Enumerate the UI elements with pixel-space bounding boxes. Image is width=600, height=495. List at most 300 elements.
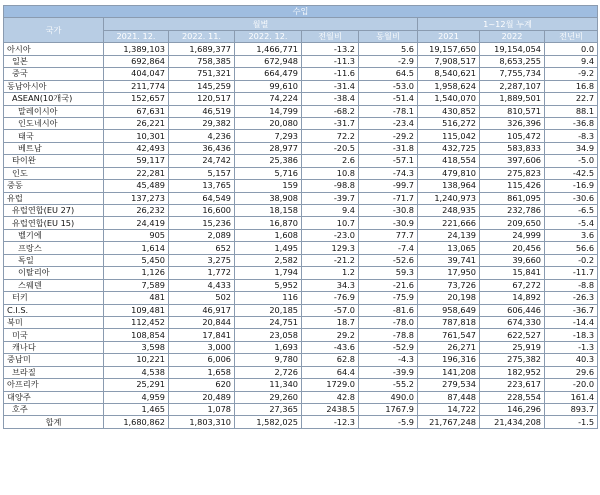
value-cell: 9.4 <box>545 55 598 67</box>
value-cell: 7,908,517 <box>418 55 480 67</box>
value-cell: 223,617 <box>480 379 545 391</box>
country-name-cell: 타이완 <box>4 155 104 167</box>
value-cell: -5.9 <box>359 416 418 428</box>
country-name-cell: 이탈리아 <box>4 267 104 279</box>
table-row <box>4 142 598 154</box>
value-cell: 16.8 <box>545 80 598 92</box>
value-cell: 664,479 <box>235 68 302 80</box>
value-cell: 5,450 <box>104 254 169 266</box>
value-cell: 26,232 <box>104 205 169 217</box>
value-cell: 228,554 <box>480 391 545 403</box>
table-row <box>4 68 598 80</box>
country-name-cell: 아프리카 <box>4 379 104 391</box>
value-cell: -30.6 <box>545 192 598 204</box>
value-cell: 221,666 <box>418 217 480 229</box>
country-name-cell: 대양주 <box>4 391 104 403</box>
value-cell: 116 <box>235 292 302 304</box>
value-cell: 22,281 <box>104 167 169 179</box>
value-cell: 490.0 <box>359 391 418 403</box>
value-cell: 672,948 <box>235 55 302 67</box>
value-cell: 1,772 <box>169 267 235 279</box>
country-name-cell: 터키 <box>4 292 104 304</box>
value-cell: 479,810 <box>418 167 480 179</box>
value-cell: 108,854 <box>104 329 169 341</box>
table-row <box>4 329 598 341</box>
value-cell: 620 <box>169 379 235 391</box>
value-cell: 5.6 <box>359 43 418 55</box>
value-cell: 674,330 <box>480 316 545 328</box>
value-cell: 751,321 <box>169 68 235 80</box>
value-cell: 39,741 <box>418 254 480 266</box>
value-cell: 29,382 <box>169 117 235 129</box>
country-column-header: 국가 <box>4 18 104 43</box>
country-name-cell: ASEAN(10개국) <box>4 93 104 105</box>
value-cell: 893.7 <box>545 404 598 416</box>
value-cell: 0.0 <box>545 43 598 55</box>
value-cell: 25,291 <box>104 379 169 391</box>
value-cell: 275,823 <box>480 167 545 179</box>
value-cell: 39,660 <box>480 254 545 266</box>
country-name-cell: 유럽 <box>4 192 104 204</box>
value-cell: 87,448 <box>418 391 480 403</box>
value-cell: 23,058 <box>235 329 302 341</box>
value-cell: 34.9 <box>545 142 598 154</box>
country-name-cell: C.I.S. <box>4 304 104 316</box>
value-cell: 24,139 <box>418 229 480 241</box>
column-header: 2021 <box>418 30 480 42</box>
table-row <box>4 130 598 142</box>
value-cell: 1,794 <box>235 267 302 279</box>
value-cell: 1,803,310 <box>169 416 235 428</box>
value-cell: 20,489 <box>169 391 235 403</box>
value-cell: 120,517 <box>169 93 235 105</box>
table-row <box>4 93 598 105</box>
value-cell: 46,519 <box>169 105 235 117</box>
table-row <box>4 192 598 204</box>
value-cell: 10.7 <box>302 217 359 229</box>
value-cell: 787,818 <box>418 316 480 328</box>
value-cell: 21,767,248 <box>418 416 480 428</box>
value-cell: 20,080 <box>235 117 302 129</box>
value-cell: -8.3 <box>545 130 598 142</box>
value-cell: 16,870 <box>235 217 302 229</box>
country-name-cell: 베트남 <box>4 142 104 154</box>
value-cell: -36.8 <box>545 117 598 129</box>
value-cell: 5,716 <box>235 167 302 179</box>
table-row <box>4 217 598 229</box>
value-cell: 14,799 <box>235 105 302 117</box>
value-cell: 958,649 <box>418 304 480 316</box>
value-cell: 1,495 <box>235 242 302 254</box>
value-cell: -1.3 <box>545 341 598 353</box>
table-row <box>4 205 598 217</box>
country-name-cell: 중남미 <box>4 354 104 366</box>
country-name-cell: 브라질 <box>4 366 104 378</box>
value-cell: 1,658 <box>169 366 235 378</box>
value-cell: 17,950 <box>418 267 480 279</box>
value-cell: -78.0 <box>359 316 418 328</box>
value-cell: 29.6 <box>545 366 598 378</box>
value-cell: -18.3 <box>545 329 598 341</box>
value-cell: -21.6 <box>359 279 418 291</box>
value-cell: -20.5 <box>302 142 359 154</box>
table-row <box>4 55 598 67</box>
value-cell: -78.1 <box>359 105 418 117</box>
value-cell: 502 <box>169 292 235 304</box>
value-cell: 24,751 <box>235 316 302 328</box>
value-cell: 20,185 <box>235 304 302 316</box>
value-cell: -75.9 <box>359 292 418 304</box>
value-cell: 17,841 <box>169 329 235 341</box>
table-row <box>4 43 598 55</box>
value-cell: 1729.0 <box>302 379 359 391</box>
value-cell: -31.8 <box>359 142 418 154</box>
value-cell: 88.1 <box>545 105 598 117</box>
value-cell: 34.3 <box>302 279 359 291</box>
table-row <box>4 379 598 391</box>
monthly-group-header: 월별 <box>104 18 418 30</box>
value-cell: 432,725 <box>418 142 480 154</box>
value-cell: 161.4 <box>545 391 598 403</box>
value-cell: -2.9 <box>359 55 418 67</box>
value-cell: 146,296 <box>480 404 545 416</box>
value-cell: 2,582 <box>235 254 302 266</box>
value-cell: -0.2 <box>545 254 598 266</box>
country-name-cell: 태국 <box>4 130 104 142</box>
value-cell: -23.0 <box>302 229 359 241</box>
value-cell: 14,892 <box>480 292 545 304</box>
import-statistics-table <box>3 5 598 429</box>
column-header: 동월비 <box>359 30 418 42</box>
cumulative-group-header: 1~12월 누계 <box>418 18 598 30</box>
value-cell: 4,236 <box>169 130 235 142</box>
value-cell: 21,434,208 <box>480 416 545 428</box>
value-cell: 583,833 <box>480 142 545 154</box>
value-cell: 18.7 <box>302 316 359 328</box>
value-cell: 10.8 <box>302 167 359 179</box>
table-title: 수입 <box>4 6 598 18</box>
table-row <box>4 117 598 129</box>
table-row <box>4 366 598 378</box>
value-cell: 26,271 <box>418 341 480 353</box>
country-name-cell: 동남아시아 <box>4 80 104 92</box>
value-cell: 25,919 <box>480 341 545 353</box>
value-cell: -30.8 <box>359 205 418 217</box>
value-cell: -57.1 <box>359 155 418 167</box>
value-cell: 20,844 <box>169 316 235 328</box>
table-row <box>4 292 598 304</box>
value-cell: 4,433 <box>169 279 235 291</box>
value-cell: 38,908 <box>235 192 302 204</box>
value-cell: -57.0 <box>302 304 359 316</box>
column-header: 전년비 <box>545 30 598 42</box>
value-cell: 137,273 <box>104 192 169 204</box>
country-name-cell: 중국 <box>4 68 104 80</box>
value-cell: 9.4 <box>302 205 359 217</box>
country-name-cell: 일본 <box>4 55 104 67</box>
table-row <box>4 254 598 266</box>
column-header: 2022. 12. <box>235 30 302 42</box>
value-cell: 27,365 <box>235 404 302 416</box>
value-cell: -42.5 <box>545 167 598 179</box>
value-cell: 7,755,734 <box>480 68 545 80</box>
value-cell: 59,117 <box>104 155 169 167</box>
country-name-cell: 중동 <box>4 180 104 192</box>
value-cell: 20,198 <box>418 292 480 304</box>
value-cell: -31.7 <box>302 117 359 129</box>
value-cell: 74,224 <box>235 93 302 105</box>
value-cell: 24,419 <box>104 217 169 229</box>
value-cell: 209,650 <box>480 217 545 229</box>
value-cell: 4,538 <box>104 366 169 378</box>
value-cell: -36.7 <box>545 304 598 316</box>
value-cell: 3.6 <box>545 229 598 241</box>
value-cell: 8,653,255 <box>480 55 545 67</box>
value-cell: -53.0 <box>359 80 418 92</box>
value-cell: -5.4 <box>545 217 598 229</box>
value-cell: 16,600 <box>169 205 235 217</box>
value-cell: -11.7 <box>545 267 598 279</box>
value-cell: 761,547 <box>418 329 480 341</box>
value-cell: 10,221 <box>104 354 169 366</box>
value-cell: 15,236 <box>169 217 235 229</box>
value-cell: -71.7 <box>359 192 418 204</box>
table-row <box>4 180 598 192</box>
value-cell: -81.6 <box>359 304 418 316</box>
table-row <box>4 80 598 92</box>
value-cell: 5,157 <box>169 167 235 179</box>
value-cell: 1,689,377 <box>169 43 235 55</box>
country-name-cell: 미국 <box>4 329 104 341</box>
value-cell: 1,958,624 <box>418 80 480 92</box>
table-row <box>4 167 598 179</box>
value-cell: 115,042 <box>418 130 480 142</box>
value-cell: 6,006 <box>169 354 235 366</box>
value-cell: 1,126 <box>104 267 169 279</box>
value-cell: 11,340 <box>235 379 302 391</box>
value-cell: 19,154,054 <box>480 43 545 55</box>
value-cell: 145,259 <box>169 80 235 92</box>
value-cell: 3,598 <box>104 341 169 353</box>
value-cell: -68.2 <box>302 105 359 117</box>
value-cell: 7,589 <box>104 279 169 291</box>
value-cell: 62.8 <box>302 354 359 366</box>
country-name-cell: 북미 <box>4 316 104 328</box>
value-cell: 1,540,070 <box>418 93 480 105</box>
value-cell: 24,742 <box>169 155 235 167</box>
value-cell: 28,977 <box>235 142 302 154</box>
country-name-cell: 스웨덴 <box>4 279 104 291</box>
value-cell: 42.8 <box>302 391 359 403</box>
value-cell: -13.2 <box>302 43 359 55</box>
value-cell: 36,436 <box>169 142 235 154</box>
value-cell: 418,554 <box>418 155 480 167</box>
value-cell: -38.4 <box>302 93 359 105</box>
value-cell: -23.4 <box>359 117 418 129</box>
country-name-cell: 캐나다 <box>4 341 104 353</box>
country-name-cell: 합계 <box>4 416 104 428</box>
value-cell: 481 <box>104 292 169 304</box>
value-cell: 129.3 <box>302 242 359 254</box>
value-cell: 3,275 <box>169 254 235 266</box>
value-cell: -14.4 <box>545 316 598 328</box>
value-cell: 1,389,103 <box>104 43 169 55</box>
value-cell: 105,472 <box>480 130 545 142</box>
value-cell: 14,722 <box>418 404 480 416</box>
value-cell: 112,452 <box>104 316 169 328</box>
table-row <box>4 279 598 291</box>
value-cell: -29.2 <box>359 130 418 142</box>
value-cell: 1,078 <box>169 404 235 416</box>
value-cell: -5.0 <box>545 155 598 167</box>
value-cell: 59.3 <box>359 267 418 279</box>
value-cell: 25,386 <box>235 155 302 167</box>
value-cell: -6.5 <box>545 205 598 217</box>
value-cell: 8,540,621 <box>418 68 480 80</box>
value-cell: -52.6 <box>359 254 418 266</box>
value-cell: -12.3 <box>302 416 359 428</box>
value-cell: -99.7 <box>359 180 418 192</box>
country-name-cell: 유럽연합(EU 27) <box>4 205 104 217</box>
value-cell: 275,382 <box>480 354 545 366</box>
value-cell: 1,608 <box>235 229 302 241</box>
import-table-container <box>3 5 597 429</box>
table-row <box>4 391 598 403</box>
value-cell: 404,047 <box>104 68 169 80</box>
value-cell: 26,221 <box>104 117 169 129</box>
table-row <box>4 316 598 328</box>
value-cell: 279,534 <box>418 379 480 391</box>
value-cell: 516,272 <box>418 117 480 129</box>
column-header: 전월비 <box>302 30 359 42</box>
country-name-cell: 인도 <box>4 167 104 179</box>
country-name-cell: 말레이시아 <box>4 105 104 117</box>
value-cell: 64.5 <box>359 68 418 80</box>
country-name-cell: 유럽연합(EU 15) <box>4 217 104 229</box>
value-cell: -30.9 <box>359 217 418 229</box>
value-cell: 196,316 <box>418 354 480 366</box>
value-cell: 692,864 <box>104 55 169 67</box>
country-name-cell: 인도네시아 <box>4 117 104 129</box>
value-cell: 56.6 <box>545 242 598 254</box>
table-body <box>4 43 598 429</box>
value-cell: 3,000 <box>169 341 235 353</box>
value-cell: 810,571 <box>480 105 545 117</box>
value-cell: -74.3 <box>359 167 418 179</box>
value-cell: -9.2 <box>545 68 598 80</box>
value-cell: 138,964 <box>418 180 480 192</box>
value-cell: -16.9 <box>545 180 598 192</box>
value-cell: 232,786 <box>480 205 545 217</box>
value-cell: 73,726 <box>418 279 480 291</box>
value-cell: 1,614 <box>104 242 169 254</box>
value-cell: -52.9 <box>359 341 418 353</box>
column-header: 2022 <box>480 30 545 42</box>
value-cell: 19,157,650 <box>418 43 480 55</box>
value-cell: 24,999 <box>480 229 545 241</box>
value-cell: 67,631 <box>104 105 169 117</box>
column-header: 2022. 11. <box>169 30 235 42</box>
value-cell: 326,396 <box>480 117 545 129</box>
table-row <box>4 155 598 167</box>
value-cell: -78.8 <box>359 329 418 341</box>
value-cell: -43.6 <box>302 341 359 353</box>
value-cell: 20,456 <box>480 242 545 254</box>
value-cell: 248,935 <box>418 205 480 217</box>
value-cell: -55.2 <box>359 379 418 391</box>
value-cell: 905 <box>104 229 169 241</box>
country-name-cell: 독일 <box>4 254 104 266</box>
value-cell: 64.4 <box>302 366 359 378</box>
value-cell: 13,065 <box>418 242 480 254</box>
value-cell: 99,610 <box>235 80 302 92</box>
value-cell: 40.3 <box>545 354 598 366</box>
value-cell: 42,493 <box>104 142 169 154</box>
value-cell: 2,089 <box>169 229 235 241</box>
total-row <box>4 416 598 428</box>
value-cell: 1,466,771 <box>235 43 302 55</box>
table-row <box>4 105 598 117</box>
value-cell: 67,272 <box>480 279 545 291</box>
country-name-cell: 호주 <box>4 404 104 416</box>
value-cell: 2.6 <box>302 155 359 167</box>
value-cell: 652 <box>169 242 235 254</box>
value-cell: 29,260 <box>235 391 302 403</box>
value-cell: -11.3 <box>302 55 359 67</box>
value-cell: 1,680,862 <box>104 416 169 428</box>
value-cell: 1,693 <box>235 341 302 353</box>
value-cell: 29.2 <box>302 329 359 341</box>
value-cell: 15,841 <box>480 267 545 279</box>
table-row <box>4 404 598 416</box>
value-cell: -11.6 <box>302 68 359 80</box>
value-cell: 22.7 <box>545 93 598 105</box>
value-cell: -20.0 <box>545 379 598 391</box>
value-cell: 141,208 <box>418 366 480 378</box>
value-cell: 2,287,107 <box>480 80 545 92</box>
table-row <box>4 341 598 353</box>
value-cell: 2,726 <box>235 366 302 378</box>
value-cell: 5,952 <box>235 279 302 291</box>
value-cell: 1767.9 <box>359 404 418 416</box>
value-cell: 758,385 <box>169 55 235 67</box>
table-row <box>4 229 598 241</box>
value-cell: 2438.5 <box>302 404 359 416</box>
value-cell: 45,489 <box>104 180 169 192</box>
value-cell: 115,426 <box>480 180 545 192</box>
value-cell: -98.8 <box>302 180 359 192</box>
country-name-cell: 프랑스 <box>4 242 104 254</box>
country-name-cell: 벨기에 <box>4 229 104 241</box>
value-cell: 18,158 <box>235 205 302 217</box>
column-header: 2021. 12. <box>104 30 169 42</box>
value-cell: 109,481 <box>104 304 169 316</box>
value-cell: 182,952 <box>480 366 545 378</box>
value-cell: 1,889,501 <box>480 93 545 105</box>
value-cell: -39.7 <box>302 192 359 204</box>
value-cell: -26.3 <box>545 292 598 304</box>
value-cell: -1.5 <box>545 416 598 428</box>
value-cell: 13,765 <box>169 180 235 192</box>
value-cell: 159 <box>235 180 302 192</box>
value-cell: 397,606 <box>480 155 545 167</box>
value-cell: 861,095 <box>480 192 545 204</box>
value-cell: 64,549 <box>169 192 235 204</box>
value-cell: 152,657 <box>104 93 169 105</box>
value-cell: 1,582,025 <box>235 416 302 428</box>
value-cell: 4,959 <box>104 391 169 403</box>
value-cell: 10,301 <box>104 130 169 142</box>
